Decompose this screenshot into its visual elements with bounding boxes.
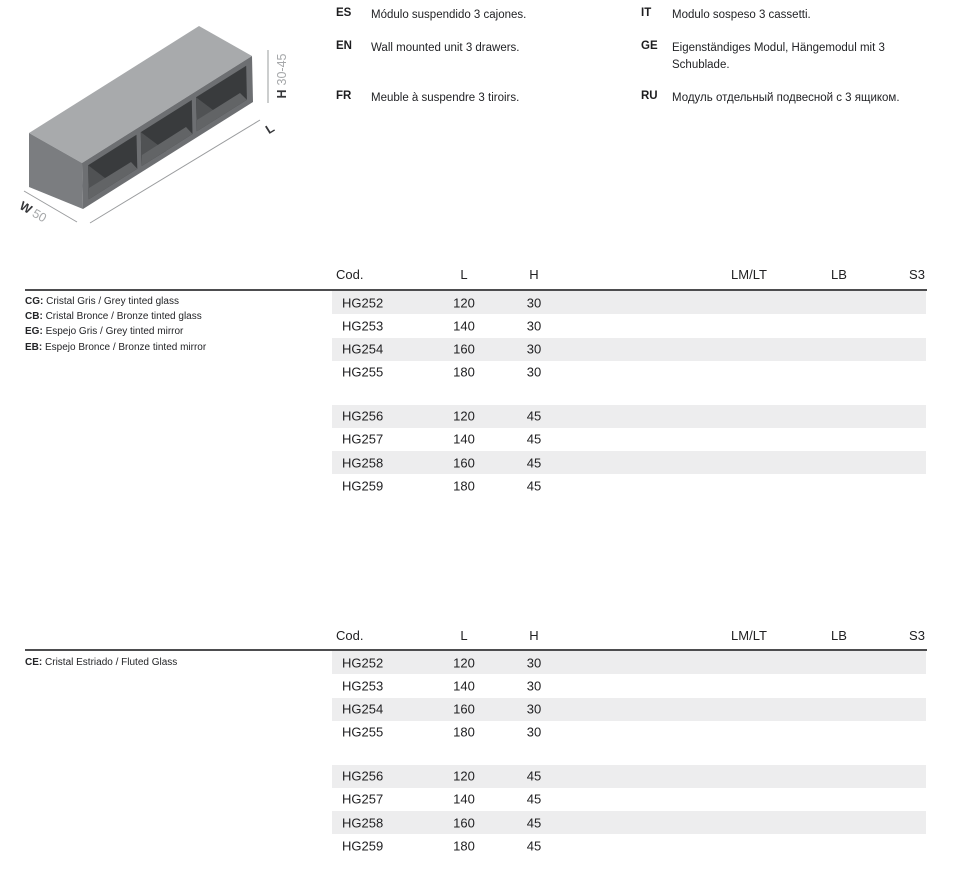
column-header-lb: LB — [831, 628, 847, 643]
table-row — [332, 698, 926, 721]
cell-h: 45 — [526, 478, 542, 494]
language-code: IT — [641, 7, 652, 19]
cell-h: 30 — [526, 655, 542, 671]
cell-code: HG254 — [342, 341, 384, 357]
table-row — [332, 721, 926, 744]
cell-code: HG258 — [342, 815, 384, 831]
cell-h: 45 — [526, 791, 542, 807]
description-es — [336, 7, 616, 25]
cell-l: 120 — [453, 408, 475, 424]
finish-text: Espejo Bronce / Bronze tinted mirror — [45, 341, 207, 353]
cell-l: 180 — [453, 478, 475, 494]
cell-h: 45 — [526, 815, 542, 831]
finish-text: Cristal Bronce / Bronze tinted glass — [45, 311, 202, 323]
cell-l: 120 — [453, 295, 475, 311]
cell-h: 30 — [526, 724, 542, 740]
table2-header — [0, 628, 960, 644]
description-text: Meuble à suspendre 3 tiroirs. — [371, 92, 520, 104]
table2-finish-notes — [25, 655, 177, 670]
language-code: GE — [641, 40, 658, 52]
l-dimension-label: L — [263, 121, 277, 137]
column-header-cod: Cod. — [336, 628, 364, 643]
description-text: Wall mounted unit 3 drawers. — [371, 42, 520, 54]
w-dimension-label: W50 — [17, 198, 49, 226]
cell-code: HG253 — [342, 678, 384, 694]
product-drawing — [0, 0, 310, 245]
finish-text: Cristal Gris / Grey tinted glass — [46, 296, 179, 307]
column-header-s3: S3 — [909, 628, 925, 643]
description-text: Eigenständiges Modul, Hängemodul mit 3 Schublade. — [672, 42, 885, 71]
table-row — [332, 405, 926, 428]
table-row — [332, 314, 926, 337]
table-group-spacer — [332, 384, 926, 405]
cell-h: 30 — [526, 318, 542, 334]
column-header-h: H — [529, 267, 539, 282]
table-row — [332, 834, 926, 857]
cell-l: 180 — [453, 838, 475, 854]
h-dimension-label: H30-45 — [275, 53, 289, 99]
table-row — [332, 474, 926, 497]
cell-code: HG255 — [342, 364, 384, 380]
column-header-lmlt: LM/LT — [731, 628, 767, 643]
description-fr — [336, 90, 616, 108]
cell-l: 160 — [453, 455, 475, 471]
finish-code: EG: — [25, 326, 43, 338]
finish-note — [25, 324, 206, 339]
cell-code: HG255 — [342, 724, 384, 740]
description-ru — [641, 90, 941, 108]
cell-l: 160 — [453, 341, 475, 357]
table-group-spacer — [332, 744, 926, 765]
cell-l: 120 — [453, 655, 475, 671]
cell-code: HG254 — [342, 701, 384, 717]
cell-l: 140 — [453, 678, 475, 694]
column-header-lmlt: LM/LT — [731, 267, 767, 282]
finish-note — [25, 655, 177, 670]
cell-h: 30 — [526, 341, 542, 357]
cell-code: HG259 — [342, 478, 384, 494]
table1-finish-notes — [25, 294, 206, 355]
cell-code: HG252 — [342, 295, 384, 311]
cell-h: 45 — [526, 768, 542, 784]
finish-text: Espejo Gris / Grey tinted mirror — [45, 326, 184, 338]
column-header-l: L — [460, 267, 468, 282]
description-text: Módulo suspendido 3 cajones. — [371, 9, 527, 21]
table-row — [332, 338, 926, 361]
cell-h: 30 — [526, 364, 542, 380]
table1-rows — [332, 291, 926, 498]
wall-unit-isometric-drawing — [0, 0, 310, 245]
table-row — [332, 428, 926, 451]
cell-h: 45 — [526, 838, 542, 854]
finish-note — [25, 309, 206, 324]
cell-code: HG256 — [342, 408, 384, 424]
description-text: Модуль отдельный подвесной с 3 ящиком. — [672, 92, 900, 104]
column-header-cod: Cod. — [336, 267, 364, 282]
cell-l: 180 — [453, 724, 475, 740]
description-text: Modulo sospeso 3 cassetti. — [672, 9, 811, 21]
cell-l: 140 — [453, 431, 475, 447]
cell-l: 140 — [453, 318, 475, 334]
finish-note — [25, 294, 206, 309]
cell-code: HG252 — [342, 655, 384, 671]
finish-code: CG: — [25, 296, 44, 307]
cell-h: 30 — [526, 295, 542, 311]
finish-note — [25, 340, 206, 355]
cell-l: 140 — [453, 791, 475, 807]
table-row — [332, 788, 926, 811]
description-en — [336, 40, 616, 58]
description-it — [641, 7, 931, 25]
table1-header — [0, 267, 960, 283]
cell-code: HG257 — [342, 791, 384, 807]
column-header-lb: LB — [831, 267, 847, 282]
column-header-h: H — [529, 628, 539, 643]
cell-h: 45 — [526, 408, 542, 424]
cell-l: 160 — [453, 701, 475, 717]
column-header-l: L — [460, 628, 468, 643]
finish-code: EB: — [25, 341, 43, 353]
table-row — [332, 765, 926, 788]
table-row — [332, 451, 926, 474]
language-code: FR — [336, 90, 352, 102]
cell-code: HG257 — [342, 431, 384, 447]
finish-text: Cristal Estriado / Fluted Glass — [45, 657, 178, 668]
language-code: RU — [641, 90, 658, 102]
column-header-s3: S3 — [909, 267, 925, 282]
cell-h: 45 — [526, 455, 542, 471]
cell-l: 160 — [453, 815, 475, 831]
table-row — [332, 674, 926, 697]
finish-code: CE: — [25, 657, 43, 668]
cell-l: 180 — [453, 364, 475, 380]
cell-h: 45 — [526, 431, 542, 447]
description-ge — [641, 40, 931, 76]
finish-code: CB: — [25, 311, 43, 323]
table-row — [332, 361, 926, 384]
cell-code: HG259 — [342, 838, 384, 854]
cell-code: HG258 — [342, 455, 384, 471]
cell-h: 30 — [526, 678, 542, 694]
table-row — [332, 291, 926, 314]
table2-rows — [332, 651, 926, 858]
cell-code: HG253 — [342, 318, 384, 334]
cell-code: HG256 — [342, 768, 384, 784]
cell-l: 120 — [453, 768, 475, 784]
language-code: EN — [336, 40, 352, 52]
table-row — [332, 651, 926, 674]
table-row — [332, 811, 926, 834]
cell-h: 30 — [526, 701, 542, 717]
language-code: ES — [336, 7, 352, 19]
